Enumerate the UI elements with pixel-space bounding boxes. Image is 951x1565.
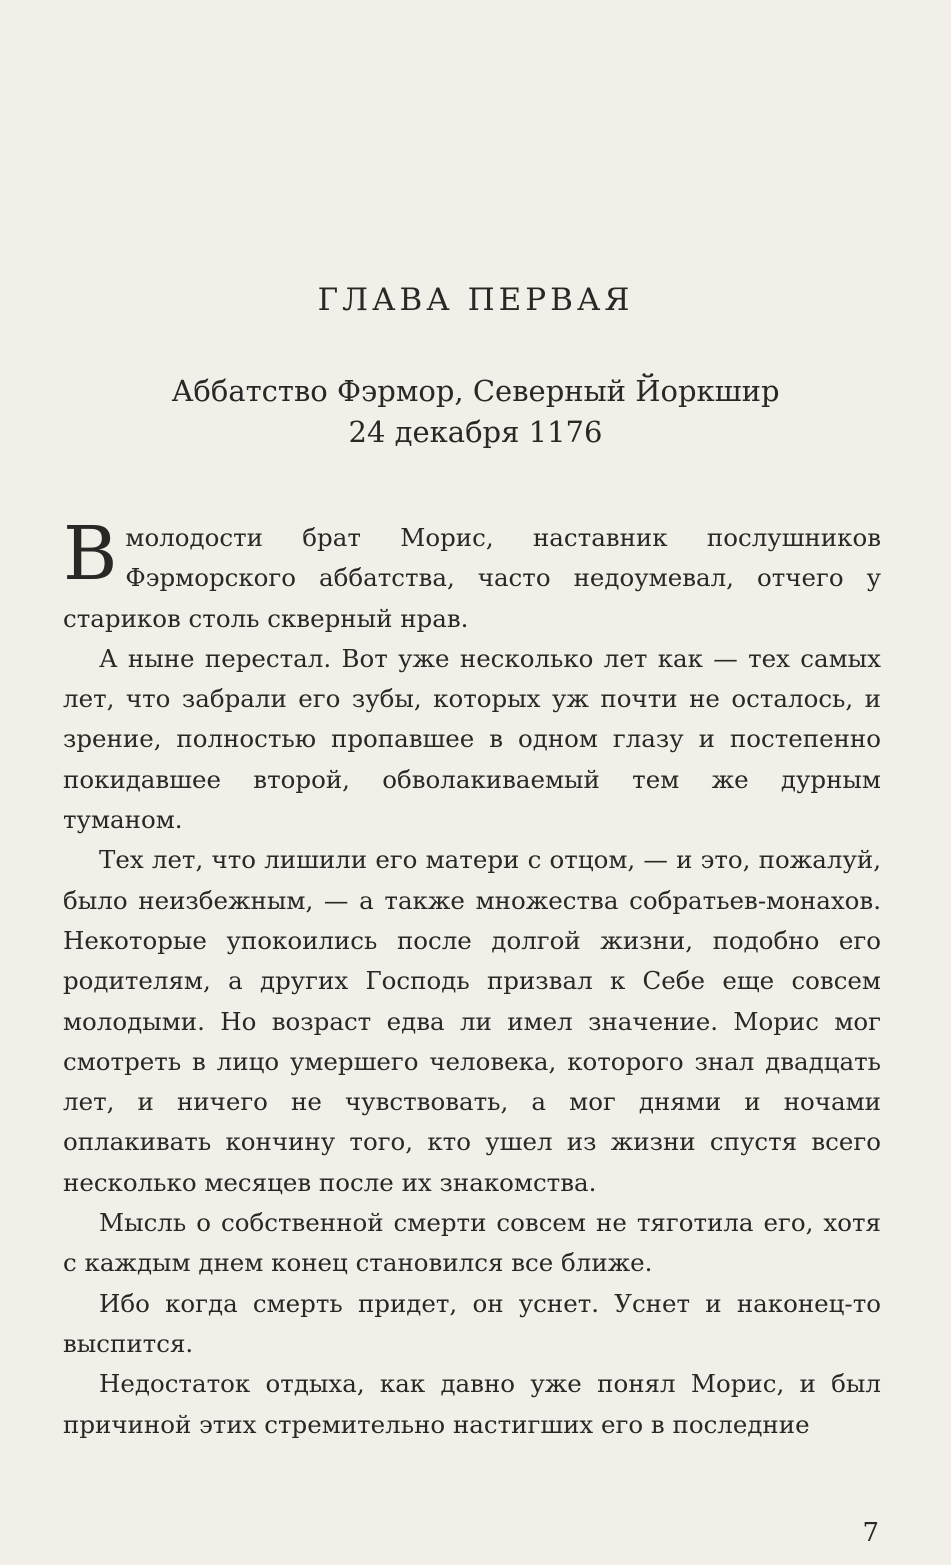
chapter-body xyxy=(63,511,881,1445)
chapter-title: ГЛАВА ПЕРВАЯ xyxy=(317,282,634,318)
paragraph-4: Мысль о собственной смерти совсем не тяготила его, хотя с каждым днем конец становился все ближе. xyxy=(63,1208,881,1278)
paragraph-3: Тех лет, что лишили его матери с отцом, — и это, пожалуй, было неизбежным, — а также множества собратьев-монахов. Некоторые упокоились после долгой жизни, подобно его родителям, а других Господь призвал к Себе еще совсем молодыми. Но возраст едва ли имел значение. Морис мог смотреть в лицо умершего человека, которого знал двадцать лет, и ничего не чувствовать, а мог днями и ночами оплакивать кончину того, кто ушел из жизни спустя всего несколько месяцев после их знакомства. xyxy=(63,845,881,1197)
drop-cap: В xyxy=(63,511,118,597)
paragraph-5: Ибо когда смерть придет, он уснет. Уснет и наконец-то выспится. xyxy=(63,1288,881,1358)
paragraph-2: А ныне перестал. Вот уже несколько лет как — тех самых лет, что забрали его зубы, которых уж почти не осталось, и зрение, полностью пропавшее в одном глазу и постепенно покидавшее второй, обволакиваемый тем же дурным туманом. xyxy=(63,643,881,835)
chapter-date: 24 декабря 1176 xyxy=(348,415,603,449)
paragraph-6: Недостаток отдыха, как давно уже понял Морис, и был причиной этих стремительно настигших его в последние xyxy=(63,1369,881,1439)
page-number: 7 xyxy=(862,1518,879,1548)
paragraph-1 xyxy=(63,511,881,639)
chapter-location: Аббатство Фэрмор, Северный Йоркшир xyxy=(171,374,780,408)
paragraph-1-text: молодости брат Морис, наставник послушников Фэрморского аббатства, часто недоумевал, отчего у стариков столь скверный нрав. xyxy=(63,523,881,633)
